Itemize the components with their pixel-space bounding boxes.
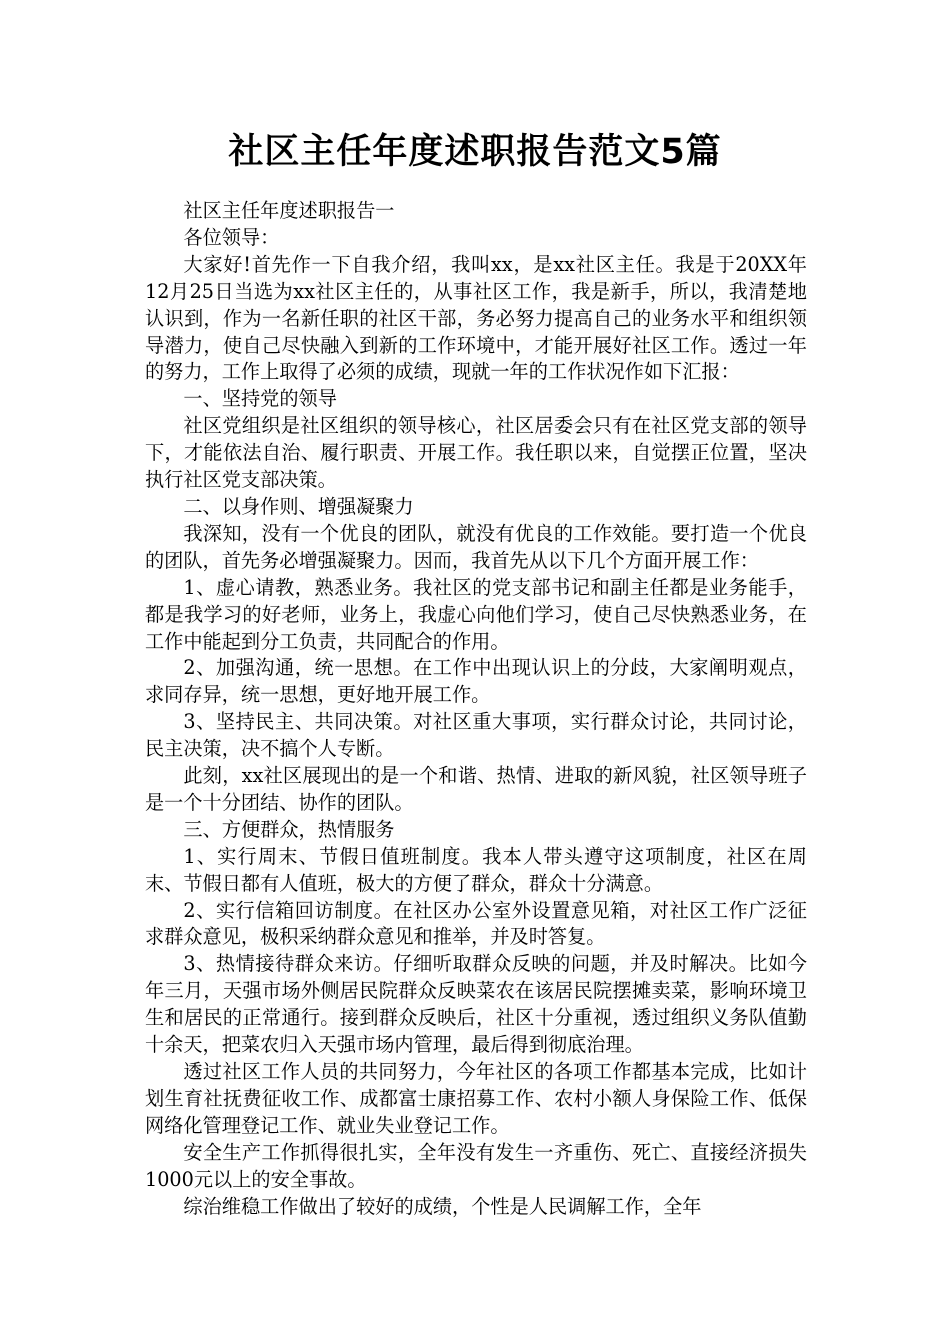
list-item: 1、实行周末、节假日值班制度。我本人带头遵守这项制度，社区在周末、节假日都有人值班，极大的方便了群众，群众十分满意。 [145, 844, 807, 895]
list-item: 3、热情接待群众来访。仔细听取群众反映的问题，并及时解决。比如今年三月，天强市场外侧居民院群众反映菜农在该居民院摆摊卖菜，影响环境卫生和居民的正常通行。接到群众反映后，社区十分重视，透过组织义务队值勤十余天，把菜农归入天强市场内管理，最后得到彻底治理。 [145, 952, 807, 1057]
list-item: 2、加强沟通，统一思想。在工作中出现认识上的分歧，大家阐明观点，求同存异，统一思想，更好地开展工作。 [145, 656, 807, 707]
section-heading: 二、以身作则、增强凝聚力 [183, 494, 414, 518]
list-item: 2、实行信箱回访制度。在社区办公室外设置意见箱，对社区工作广泛征求群众意见，极积采纳群众意见和推举，并及时答复。 [145, 898, 807, 949]
document-title: 社区主任年度述职报告范文5篇 [228, 132, 722, 172]
paragraph: 社区主任年度述职报告一 [183, 199, 395, 222]
list-item: 1、虚心请教，熟悉业务。我社区的党支部书记和副主任都是业务能手，都是我学习的好老师，业务上，我虚心向他们学习，使自己尽快熟悉业务，在工作中能起到分工负责，共同配合的作用。 [145, 575, 807, 653]
paragraph: 综治维稳工作做出了较好的成绩，个性是人民调解工作，全年 [183, 1194, 702, 1218]
paragraph: 大家好!首先作一下自我介绍，我叫xx，是xx社区主任。我是于20XX年12月25日当选为xx社区主任的，从事社区工作，我是新手，所以，我清楚地认识到，作为一名新任职的社区干部，务必努力提高自己的业务水平和组织领导潜力，使自己尽快融入到新的工作环境中，才能开展好社区工作。透过一年的努力，工作上取得了必须的成绩，现就一年的工作状况作如下汇报： [145, 252, 807, 384]
document-body [145, 198, 807, 1220]
section-heading: 三、方便群众，热情服务 [183, 817, 395, 841]
paragraph: 社区党组织是社区组织的领导核心，社区居委会只有在社区党支部的领导下，才能依法自治、履行职责、开展工作。我任职以来，自觉摆正位置，坚决执行社区党支部决策。 [145, 414, 807, 492]
list-item: 3、坚持民主、共同决策。对社区重大事项，实行群众讨论，共同讨论，民主决策，决不搞个人专断。 [145, 710, 807, 761]
section-heading: 一、坚持党的领导 [183, 387, 337, 411]
paragraph: 我深知，没有一个优良的团队，就没有优良的工作效能。要打造一个优良的团队，首先务必增强凝聚力。因而，我首先从以下几个方面开展工作： [145, 521, 807, 572]
paragraph: 各位领导： [183, 225, 280, 249]
paragraph: 透过社区工作人员的共同努力，今年社区的各项工作都基本完成，比如计划生育社抚费征收工作、成都富士康招募工作、农村小额人身保险工作、低保网络化管理登记工作、就业失业登记工作。 [145, 1060, 807, 1137]
paragraph: 此刻，xx社区展现出的是一个和谐、热情、进取的新风貌，社区领导班子是一个十分团结、协作的团队。 [145, 764, 807, 814]
paragraph: 安全生产工作抓得很扎实，全年没有发生一齐重伤、死亡、直接经济损失1000元以上的安全事故。 [145, 1140, 807, 1191]
